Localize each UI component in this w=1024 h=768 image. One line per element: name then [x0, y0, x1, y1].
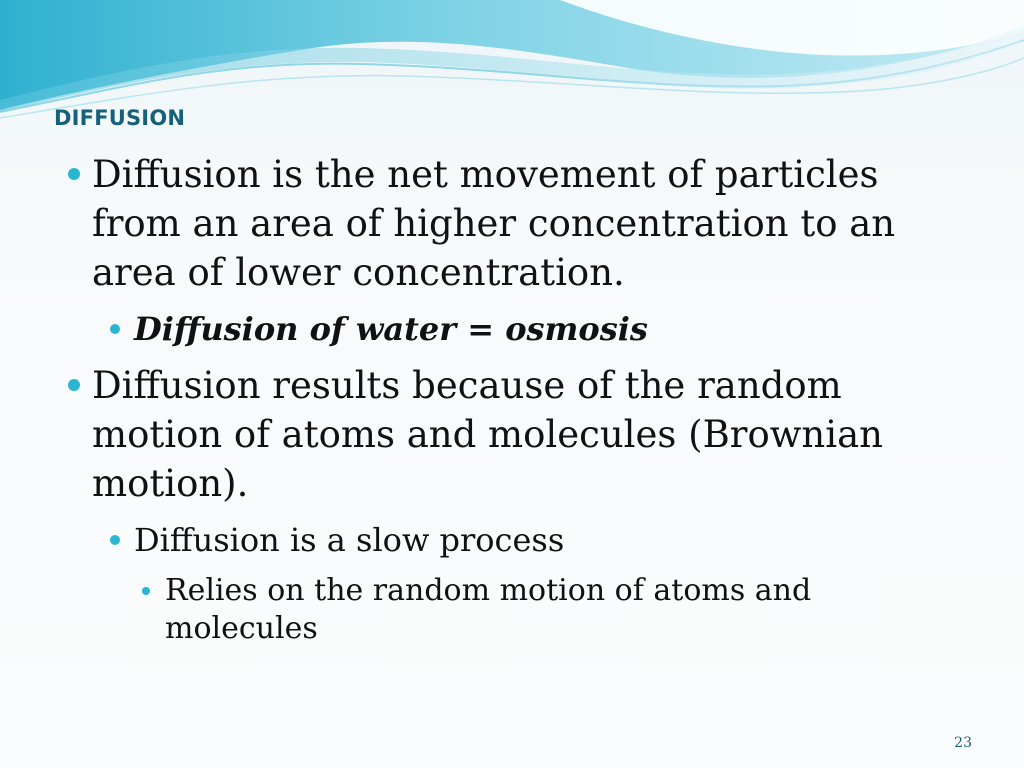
bullet-dot-icon — [142, 587, 150, 595]
slide-title: DIFFUSION — [54, 106, 186, 130]
bullet-item-level1 — [62, 361, 962, 508]
bullet-text: Relies on the random motion of atoms and molecules — [165, 573, 812, 646]
bullet-dot-icon — [68, 379, 80, 391]
page-number: 23 — [954, 735, 972, 751]
bullet-dot-icon — [110, 535, 120, 545]
bullet-item-level2 — [62, 518, 962, 562]
bullet-item-level1 — [62, 150, 962, 297]
slide-body — [62, 150, 962, 652]
bullet-text: Diffusion is the net movement of particles from an area of higher concentration to an area of lower concentration. — [92, 153, 896, 294]
bullet-dot-icon — [110, 324, 120, 334]
bullet-text: Diffusion results because of the random motion of atoms and molecules (Brownian motion). — [92, 364, 883, 505]
bullet-dot-icon — [68, 168, 80, 180]
bullet-item-level2 — [62, 307, 962, 351]
bullet-text: Diffusion of water = osmosis — [134, 310, 648, 348]
bullet-item-level3 — [62, 572, 962, 648]
bullet-text: Diffusion is a slow process — [134, 521, 565, 559]
